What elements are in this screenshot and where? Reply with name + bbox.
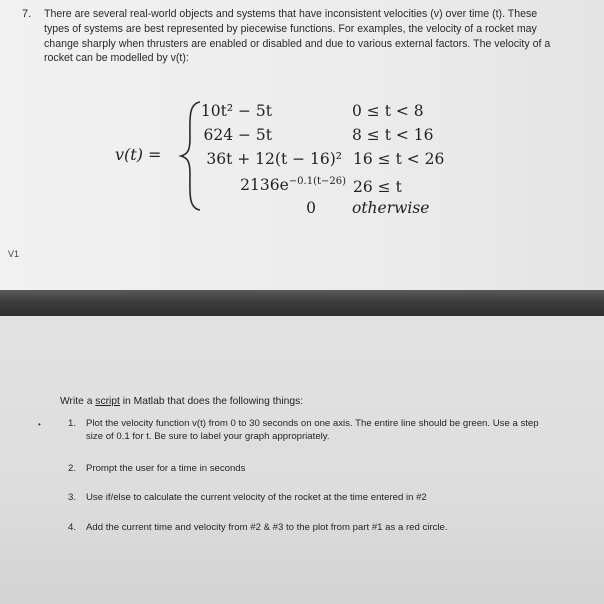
case-4-base: 2136e [240, 176, 289, 195]
task-item-1 [68, 418, 556, 443]
case-1-condition: 0 ≤ t < 8 [352, 102, 424, 120]
assignment-intro [60, 396, 303, 407]
case-3-condition: 16 ≤ t < 26 [353, 150, 445, 168]
case-4-expression [240, 176, 346, 194]
case-4-exponent: −0.1(t−26) [288, 176, 346, 187]
case-5-expression: 0 [306, 199, 316, 217]
task-number: 1. [68, 418, 77, 429]
case-3-expression: 36t + 12(t − 16)² [206, 150, 342, 168]
bullet-mark: • [38, 420, 41, 429]
question-number: 7. [22, 8, 32, 20]
case-1-expression: 10t² − 5t [200, 102, 272, 120]
page-divider-bar [0, 290, 604, 316]
question-intro-text: There are several real-world objects and systems that have inconsistent velocities (v) over time (t). These types of systems are best represented by piecewise functions. For examples, the velocity of a rocket may change sharply when thrusters are enabled or disabled and due to various external factors. The velocity of a rocket can be modelled by v(t): [44, 8, 551, 65]
version-label: V1 [8, 249, 20, 259]
equation-lhs [115, 145, 161, 164]
case-2-condition: 8 ≤ t < 16 [352, 126, 434, 144]
task-item-4 [68, 522, 556, 535]
task-number: 2. [68, 463, 77, 474]
script-link: script [95, 396, 120, 407]
task-item-2 [68, 463, 556, 476]
case-5-condition: otherwise [352, 199, 430, 217]
task-text: Use if/else to calculate the current velocity of the rocket at the time entered in #2 [86, 492, 427, 503]
function-name: v(t) [115, 145, 143, 164]
task-text: Plot the velocity function v(t) from 0 to 30 seconds on one axis. The entire line should be green. Use a step size of 0.1 for t. Be sure to label your graph appropriately. [86, 418, 539, 442]
task-text: Add the current time and velocity from #2 & #3 to the plot from part #1 as a red circle. [86, 522, 448, 533]
case-4-condition: 26 ≤ t [353, 178, 402, 196]
task-number: 4. [68, 522, 77, 533]
task-number: 3. [68, 492, 77, 503]
assignment-page-bottom [0, 316, 604, 604]
equals-sign: = [148, 145, 162, 164]
intro-before: Write a [60, 396, 96, 407]
intro-after: in Matlab that does the following things: [119, 396, 304, 407]
case-2-expression: 624 − 5t [203, 126, 272, 144]
task-text: Prompt the user for a time in seconds [86, 463, 246, 474]
task-item-3 [68, 492, 556, 505]
